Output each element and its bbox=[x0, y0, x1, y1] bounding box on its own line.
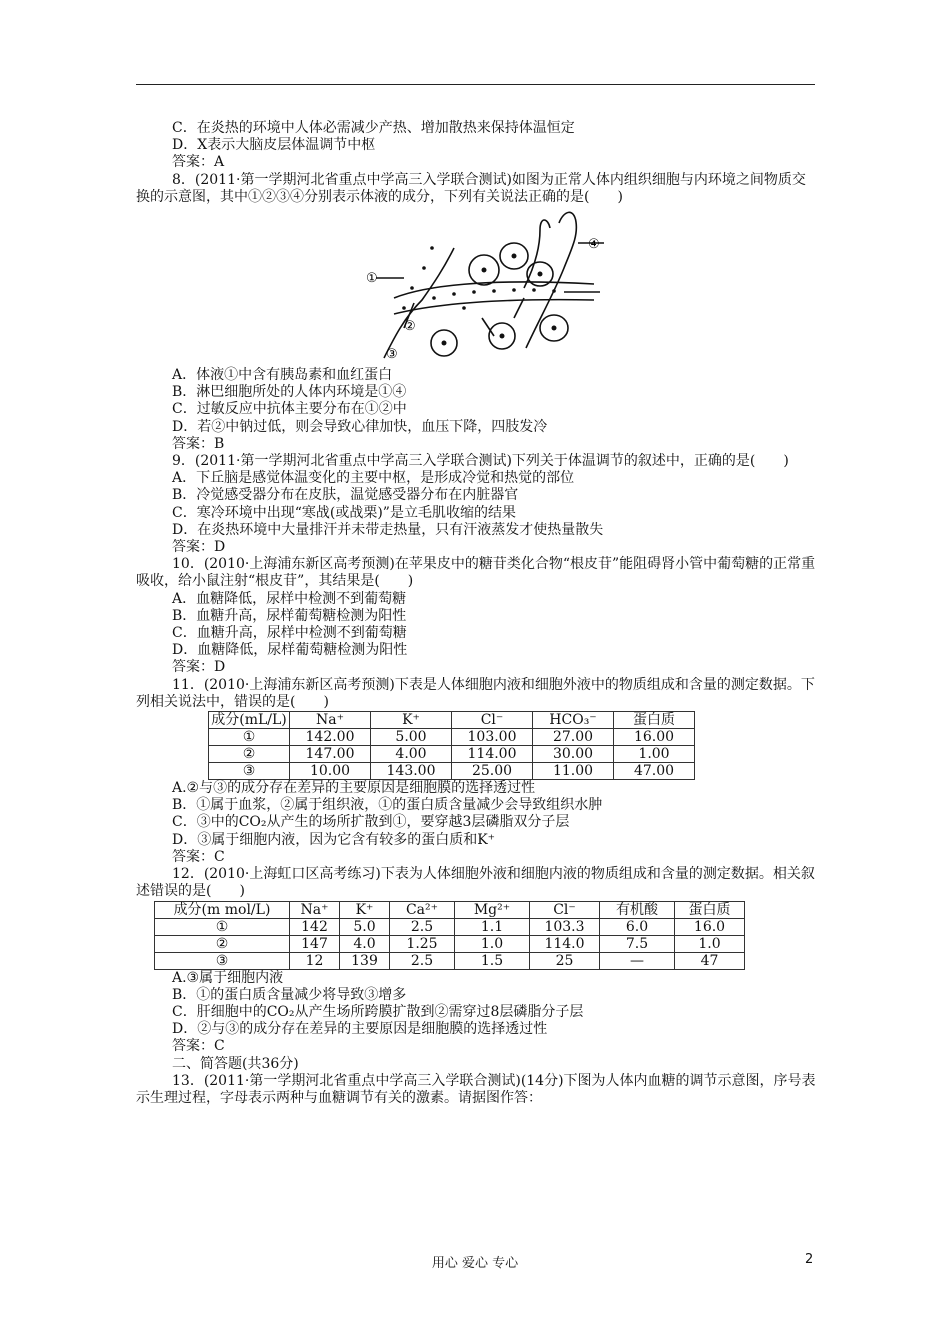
option-line: B．血糖升高，尿样葡萄糖检测为阳性 bbox=[172, 607, 407, 624]
table-header-cell: Na⁺ bbox=[290, 712, 371, 729]
table-cell: ② bbox=[209, 746, 290, 763]
option-line: B．冷觉感受器分布在皮肤，温觉感受器分布在内脏器官 bbox=[172, 487, 519, 504]
tissue-diagram bbox=[364, 208, 604, 363]
table-cell: 1.0 bbox=[675, 935, 745, 952]
option-line: D．②与③的成分存在差异的主要原因是细胞膜的选择透过性 bbox=[172, 1021, 548, 1038]
option-line: D．血糖降低，尿样葡萄糖检测为阳性 bbox=[172, 642, 408, 659]
table-cell: 5.0 bbox=[340, 918, 390, 935]
option-line: B．淋巴细胞所处的人体内环境是①④ bbox=[172, 384, 407, 401]
table-header-cell: Ca²⁺ bbox=[390, 901, 455, 918]
table-cell: 4.00 bbox=[371, 746, 452, 763]
question-10-stem: 10．(2010·上海浦东新区高考预测)在苹果皮中的糖苷类化合物“根皮苷”能阻碍肾小管中葡萄糖的正常重吸收，给小鼠注射“根皮苷”，其结果是( ) bbox=[136, 556, 816, 590]
page-body bbox=[136, 120, 816, 1107]
table-cell: 16.0 bbox=[675, 918, 745, 935]
option-line: B．①的蛋白质含量减少将导致③增多 bbox=[172, 986, 407, 1003]
table-cell: 103.00 bbox=[452, 729, 533, 746]
table-header-cell: Cl⁻ bbox=[530, 901, 600, 918]
table-cell: 147 bbox=[290, 935, 340, 952]
question-8-stem: 8．(2011·第一学期河北省重点中学高三入学联合测试)如图为正常人体内组织细胞与内环境之间物质交换的示意图，其中①②③④分别表示体液的成分，下列有关说法正确的是( ) bbox=[136, 171, 806, 205]
answer-line: 答案：C bbox=[172, 848, 225, 865]
table-cell: 103.3 bbox=[530, 918, 600, 935]
table-row bbox=[209, 763, 695, 780]
option-line: C．过敏反应中抗体主要分布在①②中 bbox=[172, 401, 407, 418]
table-cell: 5.00 bbox=[371, 729, 452, 746]
table-header-cell: Na⁺ bbox=[290, 901, 340, 918]
option-line: C．③中的CO₂从产生的场所扩散到①，要穿越3层磷脂双分子层 bbox=[172, 814, 570, 831]
option-line: A．体液①中含有胰岛素和血红蛋白 bbox=[172, 367, 393, 384]
option-line: D．X表示大脑皮层体温调节中枢 bbox=[172, 137, 376, 154]
table-cell: ② bbox=[155, 935, 290, 952]
table-header-cell: 成分(mL/L) bbox=[209, 712, 290, 729]
option-line: D．③属于细胞内液，因为它含有较多的蛋白质和K⁺ bbox=[172, 831, 496, 848]
table-cell: 2.5 bbox=[390, 918, 455, 935]
table-header-row bbox=[209, 712, 695, 729]
table-cell: 16.00 bbox=[614, 729, 695, 746]
table-cell: 27.00 bbox=[533, 729, 614, 746]
table-cell: ③ bbox=[209, 763, 290, 780]
table-cell: 1.5 bbox=[455, 952, 530, 969]
table-header-cell: 蛋白质 bbox=[614, 712, 695, 729]
table-row bbox=[155, 918, 745, 935]
table-row bbox=[209, 746, 695, 763]
page-footer: 用心 爱心 专心 bbox=[431, 1256, 519, 1271]
question-12-stem: 12．(2010·上海虹口区高考练习)下表为人体细胞外液和细胞内液的物质组成和含量的测定数据。相关叙述错误的是( ) bbox=[136, 866, 815, 900]
table-row bbox=[209, 729, 695, 746]
q12-table bbox=[154, 901, 745, 970]
section-heading: 二、简答题(共36分) bbox=[172, 1055, 299, 1072]
table-cell: 25.00 bbox=[452, 763, 533, 780]
table-cell: 139 bbox=[340, 952, 390, 969]
table-cell: ① bbox=[209, 729, 290, 746]
table-cell: 11.00 bbox=[533, 763, 614, 780]
table-cell: 1.0 bbox=[455, 935, 530, 952]
option-line: C．寒冷环境中出现“寒战(或战栗)”是立毛肌收缩的结果 bbox=[172, 504, 516, 521]
table-cell: 1.1 bbox=[455, 918, 530, 935]
label-2: ② bbox=[404, 319, 416, 335]
table-header-cell: HCO₃⁻ bbox=[533, 712, 614, 729]
table-cell: 1.00 bbox=[614, 746, 695, 763]
option-line: D．在炎热环境中大量排汗并未带走热量，只有汗液蒸发才使热量散失 bbox=[172, 521, 604, 538]
table-cell: 7.5 bbox=[600, 935, 675, 952]
tissue-exchange-figure bbox=[136, 208, 816, 363]
table-cell: 47.00 bbox=[614, 763, 695, 780]
answer-line: 答案：D bbox=[172, 659, 226, 676]
table-cell: ① bbox=[155, 918, 290, 935]
table-cell: — bbox=[600, 952, 675, 969]
option-line: A.②与③的成分存在差异的主要原因是细胞膜的选择透过性 bbox=[172, 780, 536, 797]
answer-line: 答案：A bbox=[172, 154, 225, 171]
table-cell: 142 bbox=[290, 918, 340, 935]
question-13-stem: 13．(2011·第一学期河北省重点中学高三入学联合测试)(14分)下图为人体内血糖的调节示意图，序号表示生理过程，字母表示两种与血糖调节有关的激素。请据图作答： bbox=[136, 1072, 816, 1106]
table-header-cell: 蛋白质 bbox=[675, 901, 745, 918]
label-4: ④ bbox=[588, 237, 600, 253]
table-row bbox=[155, 935, 745, 952]
header-rule bbox=[136, 84, 815, 85]
table-cell: ③ bbox=[155, 952, 290, 969]
table-row bbox=[155, 952, 745, 969]
table-cell: 30.00 bbox=[533, 746, 614, 763]
table-cell: 143.00 bbox=[371, 763, 452, 780]
table-header-cell: Cl⁻ bbox=[452, 712, 533, 729]
question-9-stem: 9．(2011·第一学期河北省重点中学高三入学联合测试)下列关于体温调节的叙述中，正确的是( ) bbox=[172, 453, 789, 470]
table-cell: 10.00 bbox=[290, 763, 371, 780]
label-1: ① bbox=[366, 271, 378, 287]
answer-line: 答案：D bbox=[172, 539, 226, 556]
option-line: C．在炎热的环境中人体必需减少产热、增加散热来保持体温恒定 bbox=[172, 120, 575, 136]
table-header-row bbox=[155, 901, 745, 918]
option-line: A．血糖降低，尿样中检测不到葡萄糖 bbox=[172, 590, 407, 607]
table-cell: 147.00 bbox=[290, 746, 371, 763]
table-header-cell: 有机酸 bbox=[600, 901, 675, 918]
table-header-cell: 成分(m mol/L) bbox=[155, 901, 290, 918]
table-cell: 12 bbox=[290, 952, 340, 969]
table-cell: 114.00 bbox=[452, 746, 533, 763]
table-cell: 114.0 bbox=[530, 935, 600, 952]
option-line: D．若②中钠过低，则会导致心律加快，血压下降，四肢发冷 bbox=[172, 418, 548, 435]
table-cell: 25 bbox=[530, 952, 600, 969]
answer-line: 答案：C bbox=[172, 1038, 225, 1055]
question-11-stem: 11．(2010·上海浦东新区高考预测)下表是人体细胞内液和细胞外液中的物质组成和含量的测定数据。下列相关说法中，错误的是( ) bbox=[136, 676, 815, 710]
page-number: 2 bbox=[805, 1252, 814, 1267]
option-line: C．血糖升高，尿样中检测不到葡萄糖 bbox=[172, 625, 407, 642]
q11-table bbox=[208, 711, 695, 780]
option-line: C．肝细胞中的CO₂从产生场所跨膜扩散到②需穿过8层磷脂分子层 bbox=[172, 1003, 584, 1020]
option-line: A.③属于细胞内液 bbox=[172, 969, 284, 986]
option-line: B．①属于血浆，②属于组织液，①的蛋白质含量减少会导致组织水肿 bbox=[172, 797, 603, 814]
answer-line: 答案：B bbox=[172, 435, 225, 452]
table-header-cell: K⁺ bbox=[340, 901, 390, 918]
table-header-cell: K⁺ bbox=[371, 712, 452, 729]
table-cell: 2.5 bbox=[390, 952, 455, 969]
table-cell: 1.25 bbox=[390, 935, 455, 952]
table-cell: 142.00 bbox=[290, 729, 371, 746]
table-cell: 4.0 bbox=[340, 935, 390, 952]
label-3: ③ bbox=[386, 347, 398, 363]
table-cell: 6.0 bbox=[600, 918, 675, 935]
option-line: A．下丘脑是感觉体温变化的主要中枢，是形成冷觉和热觉的部位 bbox=[172, 470, 575, 487]
table-cell: 47 bbox=[675, 952, 745, 969]
table-header-cell: Mg²⁺ bbox=[455, 901, 530, 918]
